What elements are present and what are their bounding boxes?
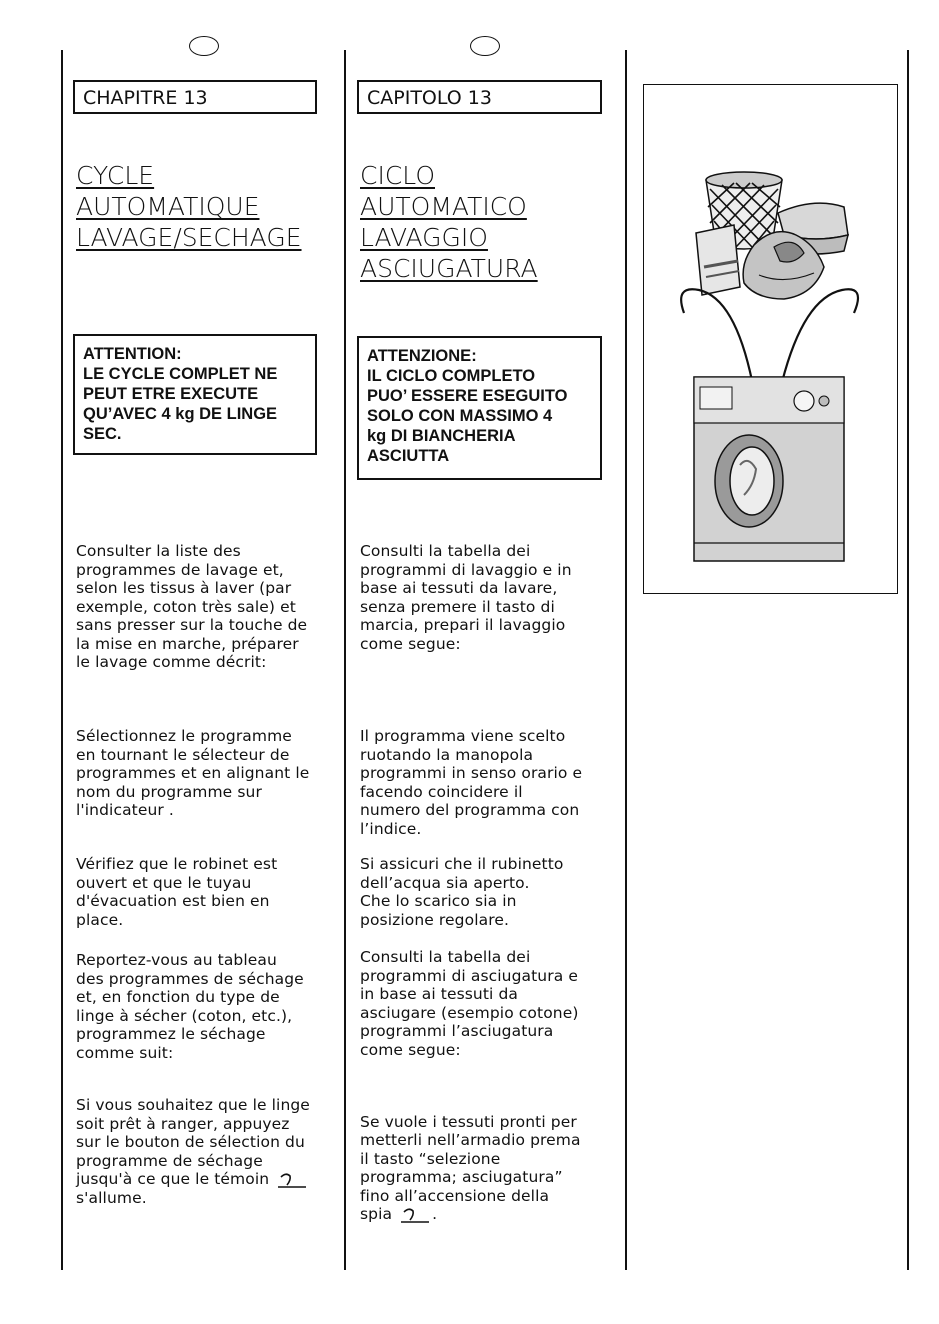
column-divider-center-left	[344, 50, 346, 1270]
paragraph-fr-5	[76, 1096, 338, 1207]
title-line: ASCIUGATURA	[360, 254, 538, 283]
cupboard-dry-lamp-icon	[398, 1207, 432, 1223]
title-line: AUTOMATICO	[360, 192, 527, 221]
paragraph-it-1: Consulti la tabella dei programmi di lavaggio e in base ai tessuti da lavare, senza premere il tasto di marcia, prepari il lavaggio come segue:	[360, 542, 572, 653]
column-divider-right	[907, 50, 909, 1270]
paragraph-it-5-text: Se vuole i tessuti pronti per metterli nell’armadio prema il tasto “selezione programma; asciugatura” fino all’accensione della spia	[360, 1112, 581, 1223]
title-line: CICLO	[360, 161, 435, 190]
paragraph-fr-4: Reportez-vous au tableau des programmes de séchage et, en fonction du type de linge à sécher (coton, etc.), programmez le séchage comme suit:	[76, 951, 304, 1062]
title-line: LAVAGE/SECHAGE	[76, 223, 302, 252]
title-line: CYCLE	[76, 161, 155, 190]
language-flag-it	[470, 36, 500, 56]
paragraph-fr-5-end: s'allume.	[76, 1188, 147, 1207]
paragraph-it-5	[360, 1094, 581, 1224]
laundry-into-washer-dryer-illustration	[644, 85, 896, 592]
paragraph-fr-3: Vérifiez que le robinet est ouvert et que le tuyau d'évacuation est bien en place.	[76, 855, 278, 929]
paragraph-it-3: Si assicuri che il rubinetto dell’acqua sia aperto. Che lo scarico sia in posizione regolare.	[360, 855, 564, 929]
column-divider-left	[61, 50, 63, 1270]
paragraph-it-2: Il programma viene scelto ruotando la manopola programmi in senso orario e facendo coincidere il numero del programma con l’indice.	[360, 727, 583, 838]
cupboard-dry-lamp-icon	[275, 1172, 309, 1188]
section-title-it	[360, 160, 538, 284]
paragraph-it-5-end: .	[432, 1205, 438, 1223]
paragraph-it-4: Consulti la tabella dei programmi di asciugatura e in base ai tessuti da asciugare (esempio cotone) programmi l’asciugatura come segue:	[360, 948, 579, 1059]
paragraph-fr-2: Sélectionnez le programme en tournant le sélecteur de programmes et en alignant le nom du programme sur l'indicateur .	[76, 727, 310, 819]
section-title-fr	[76, 160, 302, 253]
illustration-frame	[643, 84, 898, 594]
title-line: AUTOMATIQUE	[76, 192, 260, 221]
warning-box-fr: ATTENTION: LE CYCLE COMPLET NE PEUT ETRE EXECUTE QU’AVEC 4 kg DE LINGE SEC.	[73, 334, 317, 455]
language-flag-fr	[189, 36, 219, 56]
chapter-heading-fr: CHAPITRE 13	[73, 80, 317, 114]
paragraph-fr-5-text: Si vous souhaitez que le linge soit prêt à ranger, appuyez sur le bouton de sélection du programme de séchage jusqu'à ce que le témoin	[76, 1096, 310, 1188]
washing-machine-icon	[694, 377, 844, 561]
column-divider-center-right	[625, 50, 627, 1270]
chapter-heading-it: CAPITOLO 13	[357, 80, 602, 114]
warning-box-it: ATTENZIONE: IL CICLO COMPLETO PUO’ ESSERE ESEGUITO SOLO CON MASSIMO 4 kg DI BIANCHERIA ASCIUTTA	[357, 336, 602, 480]
paragraph-fr-1: Consulter la liste des programmes de lavage et, selon les tissus à laver (par exemple, coton très sale) et sans presser sur la touche de la mise en marche, préparer le lavage comme décrit:	[76, 542, 308, 671]
title-line: LAVAGGIO	[360, 223, 488, 252]
